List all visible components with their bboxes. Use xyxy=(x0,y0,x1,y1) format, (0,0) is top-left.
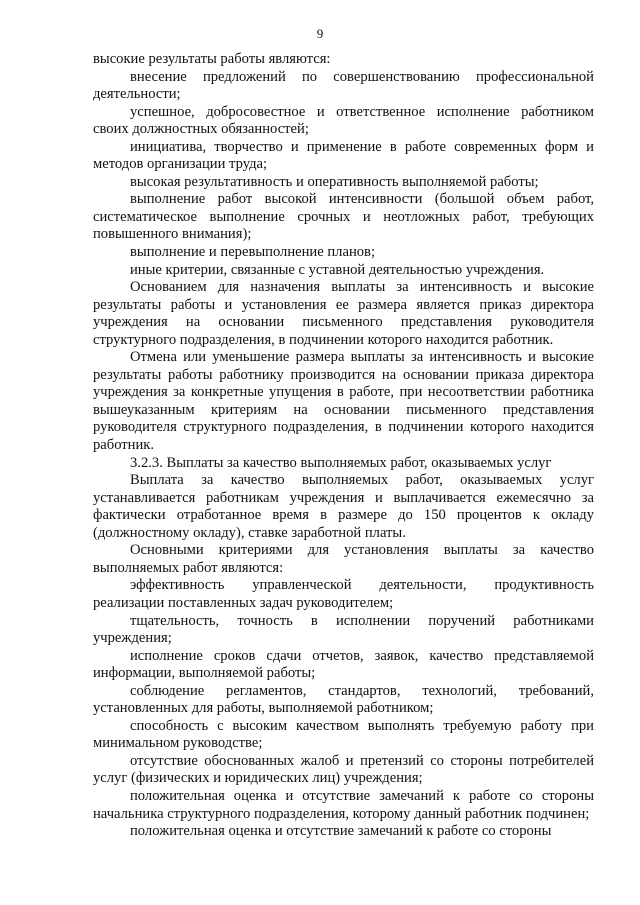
list-item: эффективность управленческой деятельности, продуктивность реализации поставленных задач руководителем; xyxy=(93,577,594,611)
list-item: внесение предложений по совершенствованию профессиональной деятельности; xyxy=(93,68,594,103)
paragraph: Основанием для назначения выплаты за интенсивность и высокие результаты работы и установления ее размера является приказ директора учреждения на основании письменного представления руководителя структурного подразделения, в подчинении которого находится работник. xyxy=(93,279,594,348)
list-item: иные критерии, связанные с уставной деятельностью учреждения. xyxy=(130,261,545,278)
paragraph: Отмена или уменьшение размера выплаты за интенсивность и высокие результаты работы работнику производится на основании приказа директора учреждения за конкретные упущения в работе, при несоответствии работника вышеуказанным критериям на основании письменного представления руководителя структурного подразделения, в подчинении которого находится работник. xyxy=(93,349,594,454)
list-item: исполнение сроков сдачи отчетов, заявок, качество представляемой информации, выполняемой работы; xyxy=(93,647,594,682)
list-item: положительная оценка и отсутствие замечаний к работе со стороны xyxy=(130,823,552,840)
section-heading: 3.2.3. Выплаты за качество выполняемых работ, оказываемых услуг xyxy=(130,454,552,471)
list-item: положительная оценка и отсутствие замечаний к работе со стороны начальника структурного подразделения, которому данный работник подчинен; xyxy=(93,787,594,822)
page-number: 9 xyxy=(316,26,324,41)
paragraph: Выплата за качество выполняемых работ, оказываемых услуг устанавливается работникам учреждения и выплачивается ежемесячно за фактически отработанное время в размере до 150 процентов к окладу (должностному окладу), ставке заработной платы. xyxy=(93,472,594,541)
list-item: выполнение и перевыполнение планов; xyxy=(130,244,375,261)
list-item: способность с высоким качеством выполнять требуемую работу при минимальном руководстве; xyxy=(93,717,594,752)
list-item: отсутствие обоснованных жалоб и претензий со стороны потребителей услуг (физических и юридических лиц) учреждения; xyxy=(93,752,594,787)
paragraph: Основными критериями для установления выплаты за качество выполняемых работ являются: xyxy=(93,542,594,576)
list-item: инициатива, творчество и применение в работе современных форм и методов организации труда; xyxy=(93,138,594,173)
list-item: тщательность, точность в исполнении поручений работниками учреждения; xyxy=(93,612,594,647)
list-item: выполнение работ высокой интенсивности (большой объем работ, систематическое выполнение срочных и неотложных работ, требующих повышенного внимания); xyxy=(93,191,594,243)
document-body xyxy=(93,51,594,841)
paragraph: высокие результаты работы являются: xyxy=(93,51,331,67)
list-item: высокая результативность и оперативность выполняемой работы; xyxy=(130,173,539,190)
list-item: соблюдение регламентов, стандартов, технологий, требований, установленных для работы, выполняемой работником; xyxy=(93,682,594,717)
list-item: успешное, добросовестное и ответственное исполнение работником своих должностных обязанностей; xyxy=(93,103,594,138)
